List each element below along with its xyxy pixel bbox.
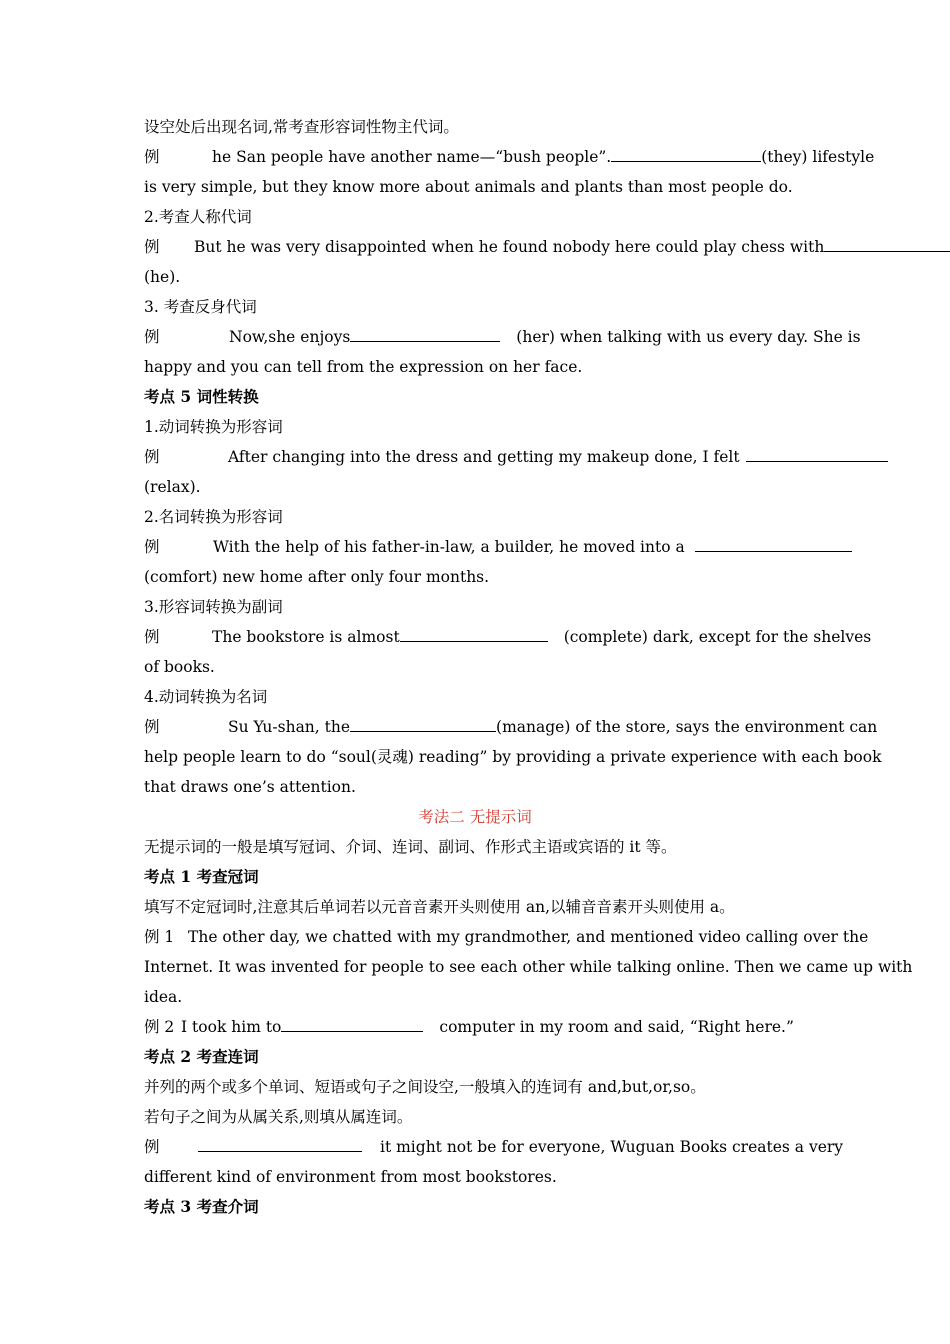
example-label: 例: [144, 148, 160, 166]
example-10-continued: different kind of environment from most bookstores.: [144, 1168, 557, 1186]
example-label: 例: [144, 538, 160, 556]
example-text: Su Yu-shan, the: [228, 718, 351, 736]
example-text: With the help of his father-in-law, a builder, he moved into a: [213, 538, 685, 556]
example-label: 例 2: [144, 1018, 175, 1036]
subheading: 1.动词转换为形容词: [144, 418, 283, 436]
example-text: (manage) of the store, says the environment can: [496, 718, 878, 736]
example-text: Now,she enjoys: [229, 328, 351, 346]
subheading: 2.考查人称代词: [144, 208, 252, 226]
example-text: The other day, we chatted with my grandmother, and mentioned video calling over the: [188, 928, 869, 946]
example-3-continued: happy and you can tell from the expression on her face.: [144, 358, 583, 376]
answer-blank[interactable]: [824, 234, 950, 252]
answer-blank[interactable]: [400, 624, 548, 642]
example-label: 例 1: [144, 928, 175, 946]
answer-blank[interactable]: [198, 1134, 362, 1152]
paragraph: 若句子之间为从属关系,则填从属连词。: [144, 1108, 413, 1126]
answer-blank[interactable]: [350, 324, 500, 342]
example-2-continued: (he).: [144, 268, 181, 286]
section-heading: 考点 1 考查冠词: [144, 867, 259, 886]
example-7-continued: help people learn to do “soul(灵魂) reading” by providing a private experience with each book: [144, 748, 882, 766]
example-label: 例: [144, 448, 160, 466]
example-7: [144, 712, 878, 742]
subheading: 3. 考查反身代词: [144, 298, 257, 316]
example-4-continued: (relax).: [144, 478, 201, 496]
example-text: computer in my room and said, “Right here.”: [439, 1018, 794, 1036]
example-text: it might not be for everyone, Wuguan Books creates a very: [380, 1138, 844, 1156]
paragraph: 无提示词的一般是填写冠词、介词、连词、副词、作形式主语或宾语的 it 等。: [144, 838, 677, 856]
paragraph: 填写不定冠词时,注意其后单词若以元音音素开头则使用 an,以辅音音素开头则使用 a。: [144, 898, 735, 916]
example-9: [144, 1012, 806, 1042]
example-10: [144, 1132, 844, 1162]
example-1-continued: is very simple, but they know more about animals and plants than most people do.: [144, 178, 793, 196]
example-text: (complete) dark, except for the shelves: [563, 628, 872, 646]
paragraph: 设空处后出现名词,常考查形容词性物主代词。: [144, 118, 459, 136]
example-7-continued: that draws one’s attention.: [144, 778, 356, 796]
paragraph: 并列的两个或多个单词、短语或句子之间设空,一般填入的连词有 and,but,or,so。: [144, 1078, 706, 1096]
section-heading: 考点 2 考查连词: [144, 1047, 259, 1066]
example-label: 例: [144, 718, 160, 736]
document-page: [144, 112, 913, 1222]
example-4: [144, 442, 806, 472]
example-8: [144, 922, 869, 952]
example-5: [144, 532, 806, 562]
example-8-continued: Internet. It was invented for people to see each other while talking online. Then we came up with: [144, 958, 913, 976]
example-6-continued: of books.: [144, 658, 215, 676]
answer-blank[interactable]: [695, 534, 852, 552]
example-3: [144, 322, 861, 352]
example-text: But he was very disappointed when he found nobody here could play chess with: [194, 238, 825, 256]
example-label: 例: [144, 238, 160, 256]
example-text: I took him to: [181, 1018, 282, 1036]
example-2: [144, 232, 825, 262]
example-label: 例: [144, 1138, 160, 1156]
answer-blank[interactable]: [611, 144, 761, 162]
example-text: he San people have another name—“bush people”.: [212, 148, 612, 166]
example-text: (they) lifestyle: [761, 148, 875, 166]
example-text: (her) when talking with us every day. She is: [516, 328, 861, 346]
subheading: 3.形容词转换为副词: [144, 598, 283, 616]
subheading: 4.动词转换为名词: [144, 688, 268, 706]
example-6: [144, 622, 872, 652]
section-heading: 考点 5 词性转换: [144, 387, 259, 406]
example-text: After changing into the dress and getting my makeup done, I felt: [228, 448, 740, 466]
example-1: [144, 142, 875, 172]
example-label: 例: [144, 328, 160, 346]
answer-blank[interactable]: [281, 1014, 423, 1032]
example-8-continued: idea.: [144, 988, 183, 1006]
example-5-continued: (comfort) new home after only four months.: [144, 568, 490, 586]
subheading: 2.名词转换为形容词: [144, 508, 283, 526]
example-label: 例: [144, 628, 160, 646]
answer-blank[interactable]: [350, 714, 496, 732]
method-heading: 考法二 无提示词: [418, 808, 532, 826]
section-heading: 考点 3 考查介词: [144, 1197, 259, 1216]
answer-blank[interactable]: [746, 444, 888, 462]
example-text: The bookstore is almost: [212, 628, 400, 646]
